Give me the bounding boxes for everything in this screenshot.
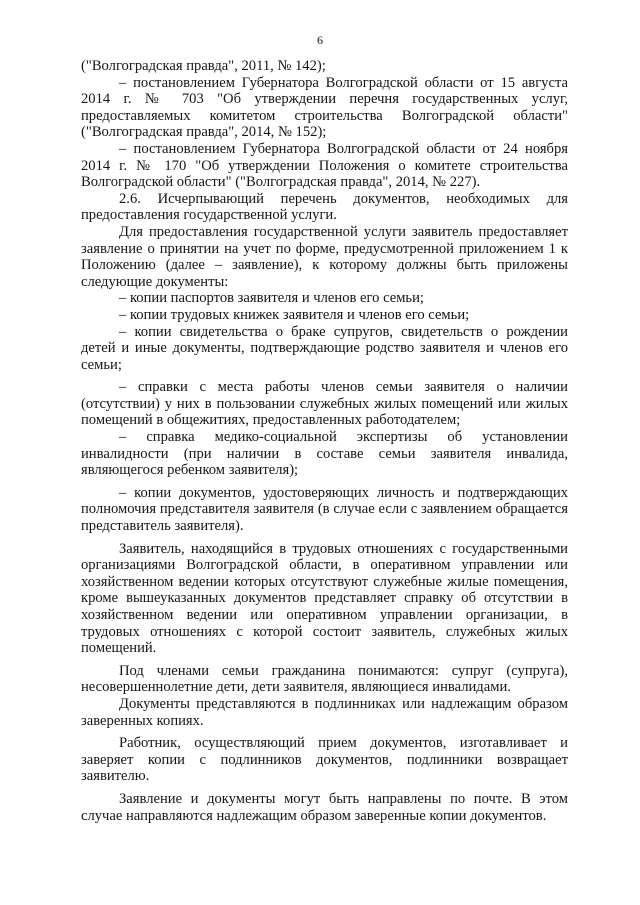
paragraph-p12: Заявитель, находящийся в трудовых отношениях с государственными организациями Волгоградской области, в оперативном управлении или хозяйственном ведении которых отсутствуют служебные жилые помещения, кроме вышеуказанных документов представляет справку об отсутствии в хозяйственном ведении или оперативном управлении организации, в трудовых отношениях с которой состоит заявитель, служебных жилых помещений. <box>81 540 568 657</box>
paragraph-p8: – копии свидетельства о браке супругов, свидетельств о рождении детей и иные документы, подтверждающие родство заявителя и членов его семьи; <box>81 323 568 373</box>
paragraph-p9: – справки с места работы членов семьи заявителя о наличии (отсутствии) у них в пользовании служебных жилых помещений или жилых помещений в общежитиях, предоставленных работодателем; <box>81 379 568 429</box>
paragraph-p16: Заявление и документы могут быть направлены по почте. В этом случае направляются надлежащим образом заверенные копии документов. <box>81 790 568 824</box>
paragraph-p15: Работник, осуществляющий прием документов, изготавливает и заверяет копии с подлинников документов, подлинники возвращает заявителю. <box>81 735 568 785</box>
paragraph-p4: 2.6. Исчерпывающий перечень документов, необходимых для предоставления государственной услуги. <box>81 190 568 224</box>
paragraph-p10: – справка медико-социальной экспертизы об установлении инвалидности (при наличии в составе семьи заявителя инвалида, являющегося ребенком заявителя); <box>81 429 568 479</box>
paragraph-p5: Для предоставления государственной услуги заявитель предоставляет заявление о принятии на учет по форме, предусмотренной приложением 1 к Положению (далее – заявление), к которому должны быть приложены следующие документы: <box>81 223 568 290</box>
paragraph-p11: – копии документов, удостоверяющих личность и подтверждающих полномочия представителя заявителя (в случае если с заявлением обращается представитель заявителя). <box>81 484 568 535</box>
paragraph-p14: Документы представляются в подлинниках или надлежащим образом заверенных копиях. <box>81 695 568 729</box>
paragraph-p1: ("Волгоградская правда", 2011, № 142); <box>81 58 326 74</box>
document-body <box>81 58 568 824</box>
paragraph-p6: – копии паспортов заявителя и членов его семьи; <box>119 290 424 307</box>
paragraph-p2: – постановлением Губернатора Волгоградской области от 15 августа 2014 г. № 703 "Об утверждении перечня государственных услуг, предоставляемых комитетом строительства Волгоградской области" ("Волгоградская правда", 2014, № 152); <box>81 74 568 141</box>
paragraph-p7: – копии трудовых книжек заявителя и членов его семьи; <box>119 306 470 323</box>
paragraph-p13: Под членами семьи гражданина понимаются: супруг (супруга), несовершеннолетние дети, дети заявителя, являющиеся инвалидами. <box>81 662 568 696</box>
page-number: 6 <box>317 33 323 47</box>
paragraph-p3: – постановлением Губернатора Волгоградской области от 24 ноября 2014 г. № 170 "Об утверждении Положения о комитете строительства Волгоградской области" ("Волгоградская правда", 2014, № 227). <box>81 140 568 191</box>
